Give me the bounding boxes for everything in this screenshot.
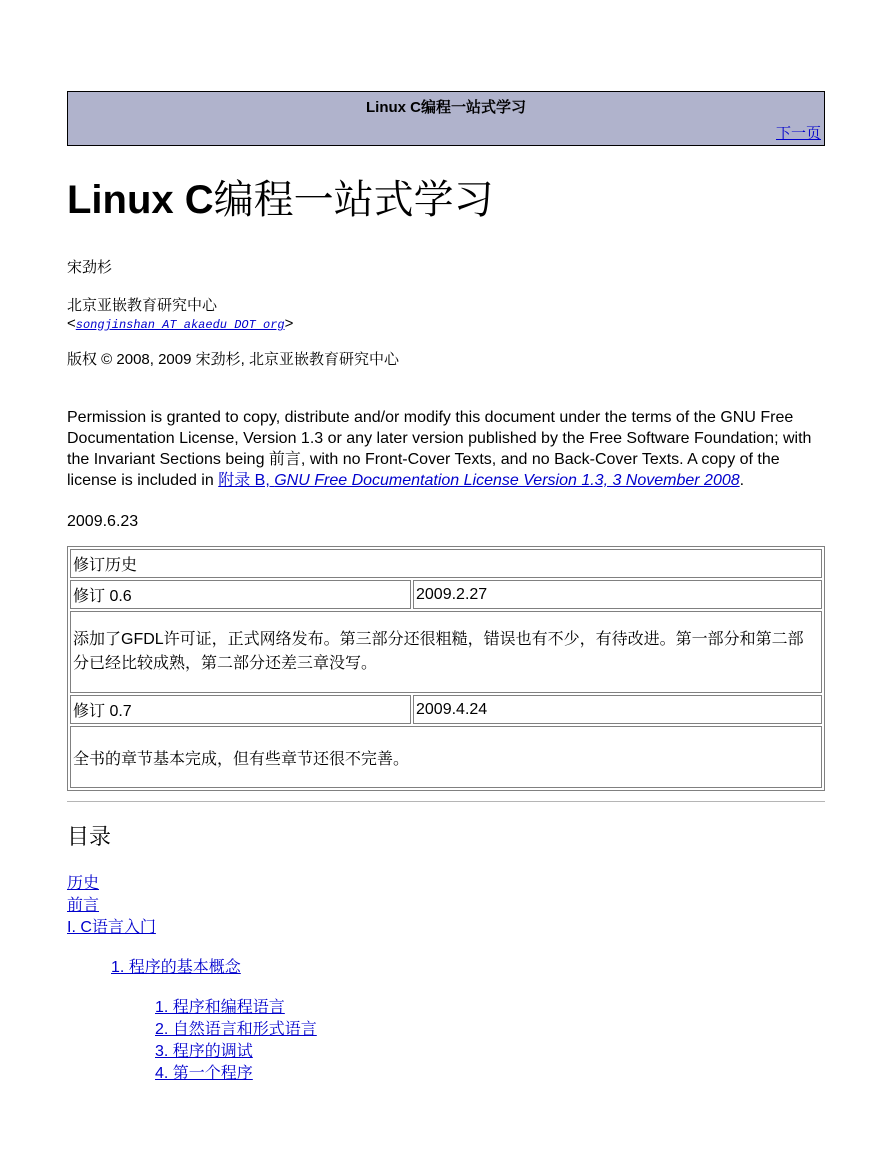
toc-link-section[interactable]: 2. 自然语言和形式语言	[155, 1021, 317, 1038]
toc-link-section[interactable]: 4. 第一个程序	[155, 1065, 253, 1082]
revision-history-table	[67, 546, 825, 791]
toc-link-part-1[interactable]: I. C语言入门	[67, 919, 156, 936]
toc-link-preface[interactable]: 前言	[67, 897, 100, 914]
revision-history-heading: 修订历史	[70, 549, 822, 578]
legal-text-1: Permission is granted to copy, distribute and/or modify this document under the terms of the GNU Free Documentation License, Version 1.3 or any later version published by the Free Software Foundation; with the Invariant Sections being	[67, 409, 812, 468]
revision-number: 修订 0.7	[70, 695, 411, 724]
toc-top-level	[67, 873, 825, 939]
toc-title: 目录	[67, 824, 112, 849]
legal-text-3: .	[739, 472, 745, 489]
book-title	[67, 174, 825, 226]
toc-section-level	[155, 997, 825, 1085]
revision-number: 修订 0.6	[70, 580, 411, 609]
revision-date: 2009.2.27	[413, 580, 822, 609]
publication-date: 2009.6.23	[67, 513, 139, 530]
nav-title: Linux C编程一站式学习	[366, 99, 526, 116]
navigation-header	[67, 91, 825, 146]
legal-text-2: , with no Front-Cover Texts, and no Back-Cover Texts. A copy of the license is included in	[67, 451, 780, 489]
email-open-bracket: <	[67, 315, 76, 332]
email-link[interactable]: songjinshan AT akaedu DOT org	[75, 318, 285, 332]
revision-row	[70, 695, 822, 724]
author-affiliation	[67, 297, 825, 334]
toc-link-section[interactable]: 3. 程序的调试	[155, 1043, 253, 1060]
copyright-notice: 版权 © 2008, 2009 宋劲杉, 北京亚嵌教育研究中心	[67, 351, 399, 368]
license-appendix-link[interactable]	[218, 472, 739, 489]
toc-link-chapter-1[interactable]: 1. 程序的基本概念	[111, 959, 241, 976]
book-title-cjk: 编程一站式学习	[213, 177, 494, 223]
toc-chapter-level	[111, 957, 825, 979]
toc-link-history[interactable]: 历史	[67, 875, 100, 892]
license-link-title: GNU Free Documentation License Version 1.3, 3 November 2008	[274, 472, 740, 489]
legal-notice	[67, 407, 825, 491]
email-close-bracket: >	[284, 315, 294, 332]
revision-row	[70, 580, 822, 609]
next-page-link[interactable]: 下一页	[775, 125, 821, 142]
revision-note-row	[70, 611, 822, 693]
toc-link-section[interactable]: 1. 程序和编程语言	[155, 999, 285, 1016]
legal-invariant-section: 前言	[268, 451, 301, 468]
table-of-contents	[67, 873, 825, 1085]
section-divider	[67, 801, 825, 802]
license-link-prefix: 附录 B,	[218, 472, 275, 489]
organization-name: 北京亚嵌教育研究中心	[67, 297, 218, 314]
revision-note: 添加了GFDL许可证，正式网络发布。第三部分还很粗糙，错误也有不少，有待改进。第一部分和第二部分已经比较成熟，第二部分还差三章没写。	[70, 611, 822, 693]
author-name: 宋劲杉	[67, 259, 113, 276]
revision-note-row	[70, 726, 822, 788]
page	[67, 91, 825, 1085]
revision-note: 全书的章节基本完成，但有些章节还很不完善。	[70, 726, 822, 788]
revision-history-heading-row	[70, 549, 822, 578]
book-title-latin: Linux C	[67, 178, 214, 222]
revision-date: 2009.4.24	[413, 695, 822, 724]
email-line	[67, 315, 825, 334]
